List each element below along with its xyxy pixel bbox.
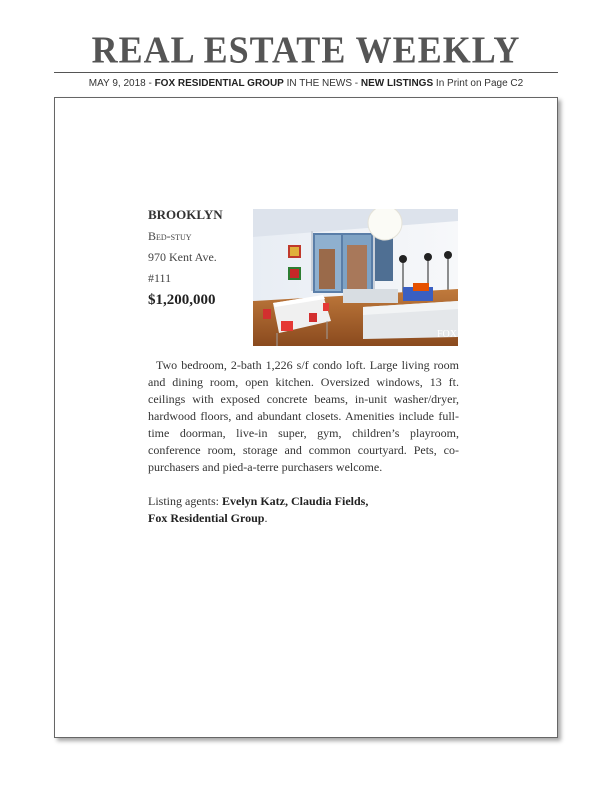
agents-names: Evelyn Katz, Claudia Fields,	[222, 494, 369, 508]
dateline-in-news: IN THE NEWS	[283, 78, 353, 89]
dateline-date: MAY 9, 2018	[88, 78, 146, 89]
masthead-rule	[54, 72, 558, 73]
dateline-section: NEW LISTINGS	[360, 78, 434, 89]
dateline	[0, 78, 612, 89]
loft-interior-photo	[253, 209, 458, 346]
listing-address: 970 Kent Ave.	[148, 250, 217, 264]
dateline-separator: -	[145, 78, 155, 89]
listing-photo	[253, 209, 458, 346]
listing-price: $1,200,000	[148, 292, 216, 308]
listing-borough: BROOKLYN	[148, 207, 223, 222]
masthead-title: REAL ESTATE WEEKLY	[91, 29, 521, 71]
listing-agents	[148, 493, 459, 527]
agency-name: Fox Residential Group	[148, 511, 265, 525]
listing-neighborhood: Bed-stuy	[148, 229, 192, 243]
agents-label: Listing agents:	[148, 494, 222, 508]
dateline-print-note: In Print on Page C2	[433, 78, 524, 89]
photo-watermark: FOX	[437, 329, 458, 340]
listing-info	[148, 207, 248, 309]
dateline-company: FOX RESIDENTIAL GROUP	[154, 78, 284, 89]
listing-unit: #111	[148, 271, 172, 285]
agency-suffix: .	[264, 511, 268, 525]
dateline-separator: -	[352, 78, 361, 89]
listing-description: Two bedroom, 2-bath 1,226 s/f condo loft. Large living room and dining room, open kitchen. Oversized windows, 13 ft. ceilings with exposed concrete beams, in-unit washer/dryer, hardwood floors, and abundant closets. Amenities include full-time doorman, live-in super, gym, children’s playroom, conference room, storage and common courtyard. Pets, co-purchasers and pied-a-terre purchasers welcome.	[148, 358, 459, 474]
